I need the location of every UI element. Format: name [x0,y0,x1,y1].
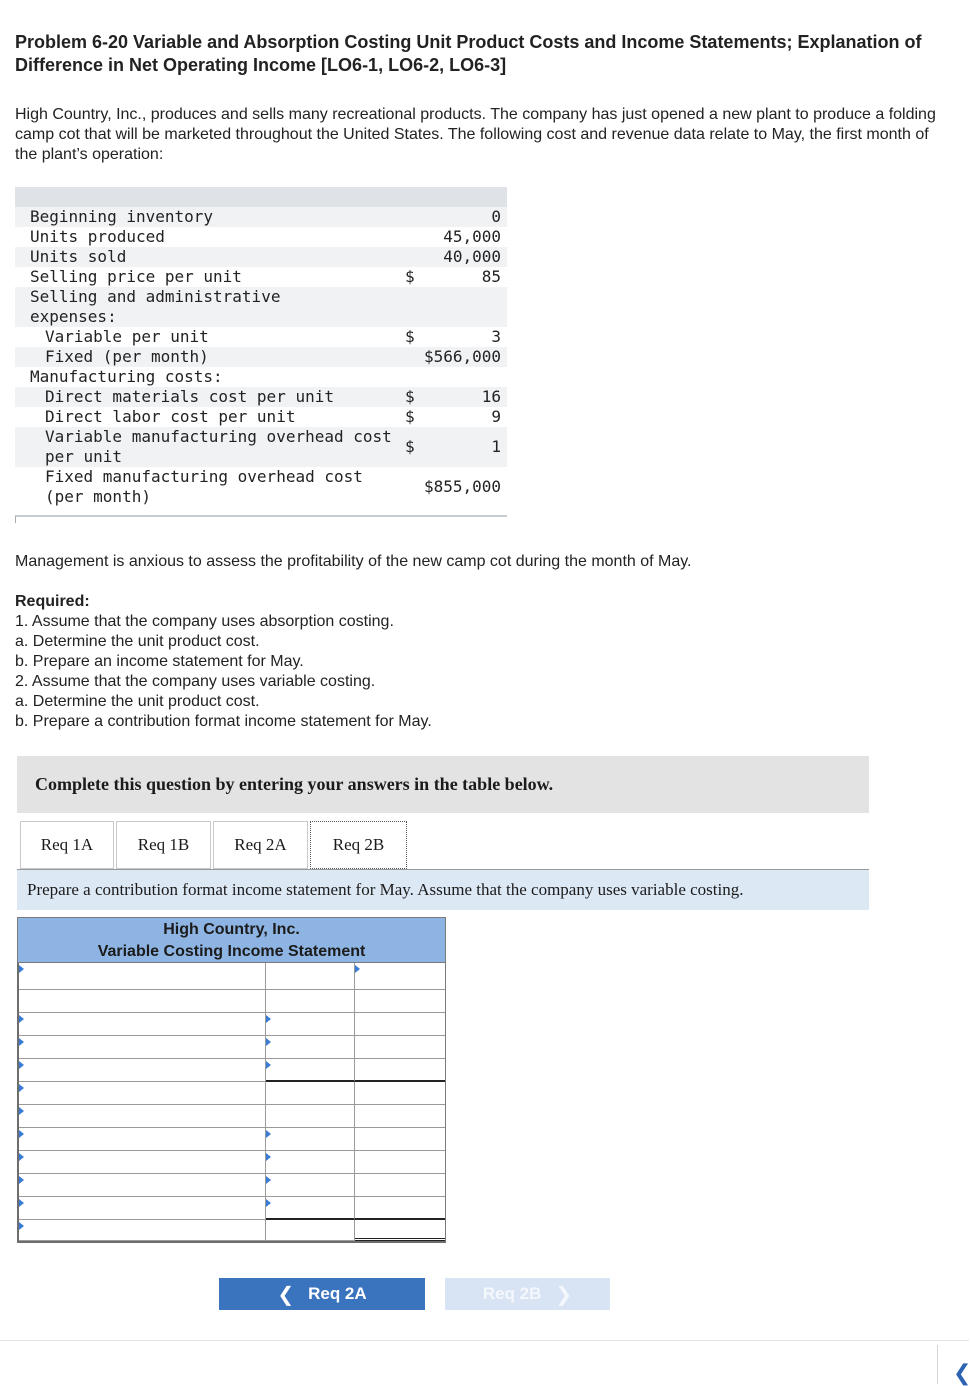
data-value: 3 [491,327,501,346]
dropdown-marker-icon [266,1015,271,1023]
table-row [17,1197,446,1220]
table-row [17,990,446,1013]
data-row [15,247,507,267]
company-name: High Country, Inc. [163,921,300,938]
data-row [15,367,507,387]
collapse-chevron-icon[interactable]: ❮ [953,1360,971,1385]
total-cell[interactable] [355,1220,445,1241]
total-cell[interactable] [355,990,445,1013]
dropdown-marker-icon [266,1153,271,1161]
label-cell[interactable] [19,1013,266,1036]
data-row [15,227,507,247]
income-statement [17,917,446,1243]
total-cell[interactable] [355,1082,445,1105]
data-currency: $ [405,407,415,426]
instructions-box: Complete this question by entering your answers in the table below. [17,756,869,813]
table-row [17,1013,446,1036]
data-label: Units sold [30,247,127,266]
total-cell[interactable] [355,1105,445,1128]
data-value: $855,000 [423,477,501,496]
table-row [17,1174,446,1197]
data-value: 40,000 [443,247,501,266]
label-cell[interactable] [19,1059,266,1082]
next-req-button[interactable] [445,1278,610,1310]
dropdown-marker-icon [266,1061,271,1069]
dropdown-marker-icon [266,1176,271,1184]
data-currency: $ [405,327,415,346]
dropdown-marker-icon [19,1153,24,1161]
table-row [17,1220,446,1243]
data-label: Variable manufacturing overhead cost per unit [45,427,392,466]
dropdown-marker-icon [19,1038,24,1046]
required-line: a. Determine the unit product cost. [15,633,260,650]
label-cell[interactable] [19,1082,266,1105]
table-row [17,1105,446,1128]
required-line: 2. Assume that the company uses variable costing. [15,673,376,690]
table-row [17,1082,446,1105]
total-cell[interactable] [355,1128,445,1151]
data-row [15,387,507,407]
data-label: Selling price per unit [30,267,242,286]
data-label: Fixed manufacturing overhead cost (per month) [45,467,363,506]
data-value: 85 [481,267,501,286]
tab-req-1a[interactable]: Req 1A [20,821,114,869]
data-value [381,287,441,327]
data-currency [405,207,441,227]
chevron-right-icon: ❯ [555,1283,573,1306]
data-label: Direct labor cost per unit [45,407,296,426]
total-cell[interactable] [355,1151,445,1174]
problem-intro: High Country, Inc., produces and sells many recreational products. The company has just opened a new plant to produce a folding camp cot that will be marketed throughout the United States. The following cost and revenue data relate to May, the first month of the plant’s operation: [15,106,936,163]
table-row [17,1036,446,1059]
total-cell[interactable] [355,1013,445,1036]
next-req-label: Req 2B [482,1284,542,1303]
footer-divider [0,1340,969,1341]
label-cell[interactable] [19,1151,266,1174]
required-line: b. Prepare an income statement for May. [15,653,304,670]
amount-cell[interactable] [266,1151,355,1174]
data-value: 0 [491,207,501,226]
data-value: 9 [491,407,501,426]
management-text: Management is anxious to assess the profitability of the new camp cot during the month of May. [15,553,692,570]
data-value: 1 [491,437,501,456]
data-row [15,207,507,227]
tab-req-2b[interactable]: Req 2B [310,821,407,869]
problem-title: Problem 6-20 Variable and Absorption Costing Unit Product Costs and Income Statements; Explanation of Difference in Net Operating Income [LO6-1, LO6-2, LO6-3] [15,32,922,75]
total-cell[interactable] [355,1197,445,1220]
total-cell[interactable] [355,1036,445,1059]
amount-cell[interactable] [266,963,355,990]
previous-req-label: Req 2A [308,1284,367,1303]
data-currency: $ [405,387,415,406]
dropdown-marker-icon [266,1199,271,1207]
amount-cell[interactable] [266,1174,355,1197]
data-label: Units produced [30,227,165,246]
data-value: $566,000 [423,347,501,366]
label-cell[interactable] [19,1174,266,1197]
data-label: Selling and administrative expenses: [30,287,281,326]
data-currency [405,247,441,267]
required-line: 1. Assume that the company uses absorption costing. [15,613,394,630]
dropdown-marker-icon [355,965,360,973]
data-row [15,407,507,427]
amount-cell[interactable] [266,1082,355,1105]
data-currency [345,287,381,327]
label-cell[interactable] [19,963,266,990]
label-cell[interactable] [19,1105,266,1128]
data-currency: $ [405,267,415,286]
dropdown-marker-icon [266,1130,271,1138]
data-currency: $ [405,437,415,456]
data-row [15,267,507,287]
data-row [15,467,507,507]
amount-cell[interactable] [266,1197,355,1220]
tab-req-1b[interactable]: Req 1B [116,821,211,869]
label-cell[interactable] [19,990,266,1013]
label-cell[interactable] [19,1220,266,1241]
data-label: Direct materials cost per unit [45,387,334,406]
chevron-left-icon: ❮ [277,1283,295,1306]
amount-cell[interactable] [266,1013,355,1036]
data-label: Beginning inventory [30,207,214,226]
amount-cell[interactable] [266,1059,355,1082]
dropdown-marker-icon [19,1222,24,1230]
amount-cell[interactable] [266,1220,355,1241]
data-currency [405,367,441,387]
data-row [15,327,507,347]
side-divider [937,1345,938,1384]
previous-req-button[interactable] [219,1278,425,1310]
data-label: Variable per unit [45,327,209,346]
data-currency [405,227,441,247]
data-row [15,287,507,327]
data-value [441,367,501,387]
table-row [17,1128,446,1151]
amount-cell[interactable] [266,1105,355,1128]
total-cell[interactable] [355,963,445,990]
amount-cell[interactable] [266,1128,355,1151]
dropdown-marker-icon [19,1061,24,1069]
data-table [15,207,507,507]
data-label: Manufacturing costs: [30,367,223,386]
table-row [17,963,446,990]
required-heading: Required: [15,593,90,610]
amount-cell[interactable] [266,1036,355,1059]
label-cell[interactable] [19,1197,266,1220]
dropdown-marker-icon [19,1130,24,1138]
question-prompt: Prepare a contribution format income statement for May. Assume that the company uses variable costing. [17,870,869,910]
data-table-header [15,187,507,207]
statement-header [17,917,446,963]
table-row [17,1151,446,1174]
statement-name: Variable Costing Income Statement [97,943,366,960]
dropdown-marker-icon [19,1176,24,1184]
tab-req-2a[interactable]: Req 2A [213,821,308,869]
table-row [17,1059,446,1082]
dropdown-marker-icon [19,965,24,973]
dropdown-marker-icon [266,1038,271,1046]
total-cell[interactable] [355,1174,445,1197]
data-table-footer [15,515,507,523]
data-row [15,427,507,467]
required-line: b. Prepare a contribution format income statement for May. [15,713,432,730]
dropdown-marker-icon [19,1107,24,1115]
required-section [15,592,615,732]
requirement-tabs [20,821,409,869]
label-cell[interactable] [19,1128,266,1151]
dropdown-marker-icon [19,1199,24,1207]
total-cell[interactable] [355,1059,445,1082]
data-value: 16 [481,387,501,406]
dropdown-marker-icon [19,1015,24,1023]
dropdown-marker-icon [19,1084,24,1092]
data-row [15,347,507,367]
data-label: Fixed (per month) [45,347,209,366]
required-line: a. Determine the unit product cost. [15,693,260,710]
label-cell[interactable] [19,1036,266,1059]
amount-cell[interactable] [266,990,355,1013]
data-value: 45,000 [443,227,501,246]
